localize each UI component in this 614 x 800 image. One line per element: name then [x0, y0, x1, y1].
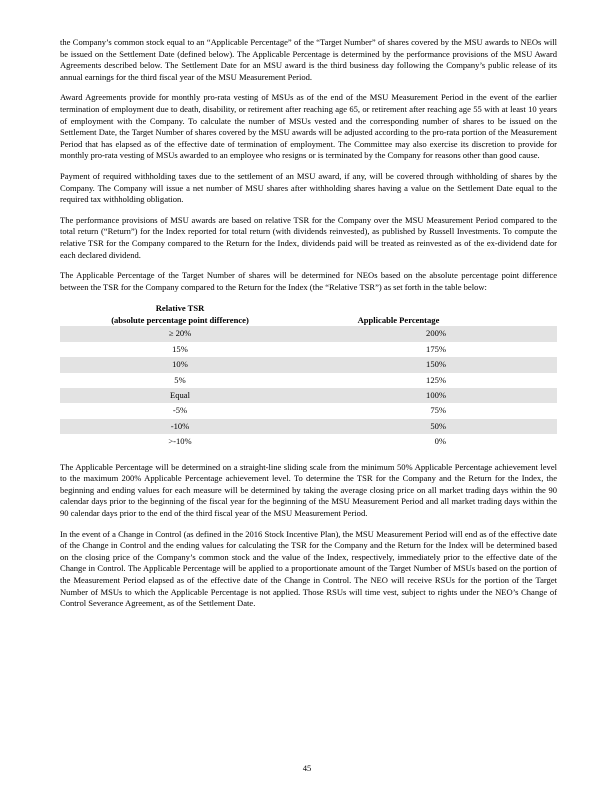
header-relative-tsr	[60, 303, 300, 326]
page-number: 45	[302, 763, 312, 773]
tsr-cell: 10%	[172, 359, 188, 370]
table-row	[60, 434, 557, 449]
table-row	[60, 342, 557, 357]
paragraph-performance-provisions: The performance provisions of MSU awards are based on relative TSR for the Company over the MSU Measurement Period compared to the total return (“Return”) for the Index reported for total return (with dividends reinvested), as published by Russell Investments. To compute the relative TSR for the Company compared to the Return for the Index, dividends paid will be treated as reinvested as of the ex-dividend date for each declared dividend.	[60, 214, 557, 260]
tsr-cell: >-10%	[168, 436, 192, 447]
pct-cell: 200%	[426, 328, 446, 339]
pct-cell: 75%	[430, 405, 446, 416]
pct-cell: 50%	[430, 420, 446, 431]
paragraph-settlement: the Company’s common stock equal to an “Applicable Percentage” of the “Target Number” of shares covered by the MSU awards to NEOs will be issued on the Settlement Date (defined below). The Applicable Percentage is determined by the performance provisions of the MSU Award Agreements described below. The Settlement Date for an MSU award is the third business day following the Company’s public release of its annual earnings for the third fiscal year of the MSU Measurement Period.	[60, 37, 557, 82]
table-row	[60, 419, 557, 434]
table-row	[60, 326, 557, 341]
tsr-cell: ≥ 20%	[168, 328, 192, 339]
pct-cell: 125%	[426, 374, 446, 385]
table-row	[60, 357, 557, 372]
paragraph-applicable-percentage-intro: The Applicable Percentage of the Target Number of shares will be determined for NEOs based on the absolute percentage point difference between the TSR for the Company compared to the Return for the Index (the “Relative TSR”) as set forth in the table below:	[60, 270, 557, 292]
paragraph-withholding: Payment of required withholding taxes due to the settlement of an MSU award, if any, will be covered through withholding of shares by the Company. The Company will issue a net number of MSU shares after withholding shares having a value on the Settlement Date equal to the required tax withholding obligation.	[60, 170, 557, 205]
tsr-cell: -10%	[170, 420, 190, 431]
paragraph-change-in-control: In the event of a Change in Control (as defined in the 2016 Stock Incentive Plan), the MSU Measurement Period will end as of the effective date of the Change in Control and the ending values for calculating the TSR for the Company and the Return for the Index will be determined based on the closing price of the Company’s common stock and the value of the Index, respectively, immediately prior to the effective date of the Change in Control. The Applicable Percentage will be applied to a proportionate amount of the Target Number of MSUs based on the portion of the Measurement Period elapsed as of the effective date of the Change in Control. The NEO will receive RSUs for the portion of the Target Number of MSUs to which the Applicable Percentage is not applied. Those RSUs will time vest, subject to rights under the NEO’s Change of Control Severance Agreement, as of the Settlement Date.	[60, 528, 557, 609]
table-row	[60, 373, 557, 388]
tsr-cell: Equal	[170, 390, 190, 401]
paragraph-sliding-scale: The Applicable Percentage will be determined on a straight-line sliding scale from the minimum 50% Applicable Percentage achievement level to the maximum 200% Applicable Percentage achievement level. To determine the TSR for the Company and the Return for the Index, the beginning and ending values for each measure will be determined by taking the average closing price on all market trading days within the 90 calendar days prior to the beginning of the fiscal year for the beginning of the MSU Measurement Period and all market trading days within the 90 calendar days prior to the end of the third fiscal year of the MSU Measurement Period.	[60, 461, 557, 518]
header-col1-line1: Relative TSR	[155, 303, 205, 314]
table-header	[60, 303, 557, 326]
pct-cell: 175%	[426, 343, 446, 354]
pct-cell: 0%	[434, 436, 446, 447]
header-applicable-percentage: Applicable Percentage	[357, 314, 440, 325]
tsr-cell: 5%	[174, 374, 186, 385]
pct-cell: 100%	[426, 390, 446, 401]
table-row	[60, 403, 557, 418]
tsr-cell: 15%	[172, 343, 188, 354]
document-page	[60, 37, 557, 619]
tsr-cell: -5%	[172, 405, 188, 416]
paragraph-pro-rata-vesting: Award Agreements provide for monthly pro-rata vesting of MSUs as of the end of the MSU Measurement Period in the event of the earlier termination of employment due to death, disability, or retirement after reaching age 65, or retirement after reaching age 55 with at least 10 years of employment with the Company. To calculate the number of MSUs vested and the corresponding number of shares to be issued on the Settlement Date, the Target Number of shares covered by the MSU awards will be adjusted according to the pro-rata portion of the Measurement Period that has elapsed as of the effective date of termination of employment. The Committee may also exercise its discretion to provide for monthly pro-rata vesting of MSUs awarded to an employee who resigns or is terminated by the Company for reasons other than good cause.	[60, 92, 557, 161]
pct-cell: 150%	[426, 359, 446, 370]
table-row	[60, 388, 557, 403]
header-col1-line2: (absolute percentage point difference)	[111, 314, 249, 325]
relative-tsr-table	[60, 303, 557, 449]
